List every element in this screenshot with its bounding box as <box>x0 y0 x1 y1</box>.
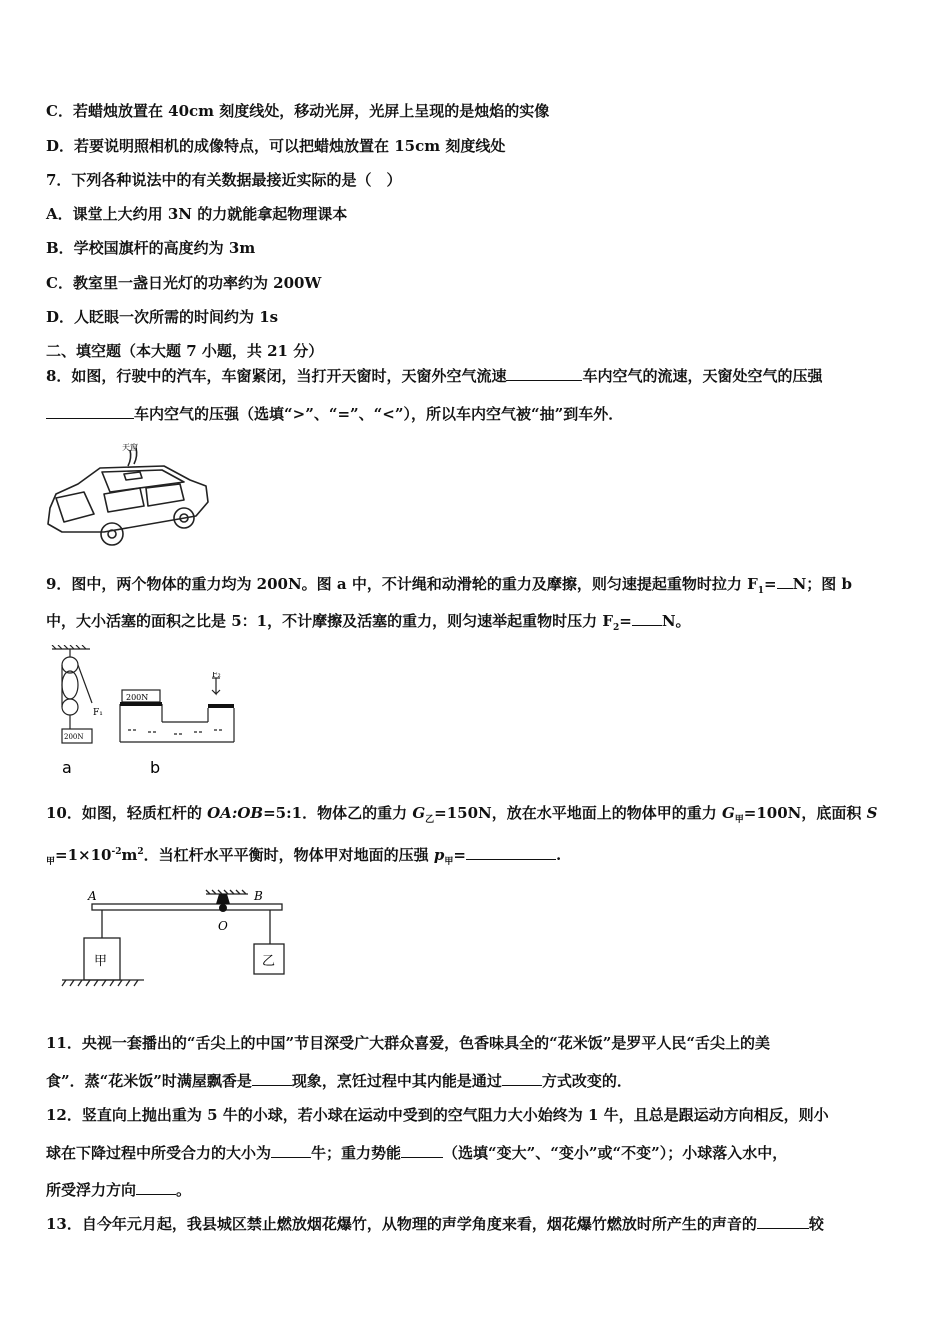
q12-text: （选填“变大”、“变小”或“不变”）；小球落入水中， <box>443 1144 788 1162</box>
q13-blank[interactable] <box>757 1214 809 1229</box>
q9-line1 <box>46 574 852 601</box>
q7-option-a: A．课堂上大约用 3N 的力就能拿起物理课本 <box>46 205 348 223</box>
small-piston <box>208 704 234 708</box>
q10-text: = <box>453 846 466 864</box>
pulley-weight-label: 200N <box>64 733 84 741</box>
q10-sub: 甲 <box>444 857 454 867</box>
q11-line1: 11．央视一套播出的“舌尖上的中国”节目深受广大群众喜爱，色香味具全的“花米饭”是罗平人民“舌尖上的美 <box>46 1034 771 1052</box>
q9-blank-1[interactable] <box>777 574 793 589</box>
q8-text: 8．如图，行驶中的汽车，车窗紧闭，当打开天窗时，天窗外空气流速 <box>46 367 507 385</box>
q10-text: ．当杠杆水平平衡时，物体甲对地面的压强 <box>143 846 434 864</box>
pulley-f1-label: F₁ <box>93 708 103 718</box>
q7-option-d: D．人眨眼一次所需的时间约为 1s <box>46 308 279 326</box>
q7-option-c: C．教室里一盏日光灯的功率约为 200W <box>46 274 322 292</box>
lever-figure <box>58 886 288 996</box>
q12-text: 牛；重力势能 <box>311 1144 402 1162</box>
q10-sub: 乙 <box>425 815 435 825</box>
q10-line2 <box>46 842 561 872</box>
q9-text: N；图 b <box>792 575 852 593</box>
q12-blank-1[interactable] <box>271 1143 311 1158</box>
q11-blank-2[interactable] <box>502 1071 542 1086</box>
q10-var: OA:OB <box>207 804 264 822</box>
q10-sub: 甲 <box>46 857 56 867</box>
q7-stem: 7．下列各种说法中的有关数据最接近实际的是（ ） <box>46 171 402 189</box>
q10-sup: -2 <box>111 847 122 857</box>
point-b-label: B <box>254 889 263 903</box>
q10-text: =150N，放在水平地面上的物体甲的重力 <box>434 804 722 822</box>
q10-blank[interactable] <box>466 845 556 860</box>
q11-line2 <box>46 1071 632 1091</box>
q11-blank-1[interactable] <box>252 1071 292 1086</box>
q8-blank-2[interactable] <box>46 404 134 419</box>
fig-a-label: a <box>62 758 72 777</box>
car-sunroof-label: 天窗 <box>122 443 138 452</box>
q10-text: =100N，底面积 <box>743 804 867 822</box>
q10-var: G <box>412 804 426 822</box>
q12-line3 <box>46 1180 191 1200</box>
q8-text: 车内空气的流速，天窗处空气的压强 <box>582 367 823 385</box>
point-a-label: A <box>88 889 97 903</box>
q8-line2 <box>46 404 623 424</box>
q8-blank-1[interactable] <box>506 366 582 381</box>
q9-text: = <box>764 575 777 593</box>
fig-b-label: b <box>150 758 161 777</box>
q13-text: 13．自今年元月起，我县城区禁止燃放烟花爆竹，从物理的声学角度来看，烟花爆竹燃放时所产生的声音的 <box>46 1215 757 1233</box>
q9-text: = <box>619 612 632 630</box>
pulley-figure <box>48 645 108 780</box>
q10-sup: 2 <box>137 847 144 857</box>
q12-text: 。 <box>176 1181 192 1199</box>
q12-text: 所受浮力方向 <box>46 1181 137 1199</box>
q13-line1 <box>46 1214 824 1234</box>
hydraulic-figure <box>118 672 238 780</box>
car-figure <box>44 436 214 556</box>
lever-pivot <box>216 894 230 904</box>
q10-sub: 甲 <box>734 815 744 825</box>
q9-text: 中，大小活塞的面积之比是 5：1，不计摩擦及活塞的重力，则匀速举起重物时压力 F <box>46 612 613 630</box>
point-o-label: O <box>218 919 228 933</box>
object-yi-label: 乙 <box>262 954 276 969</box>
pivot-point <box>219 904 227 912</box>
q10-var: S <box>866 804 878 822</box>
q10-var: p <box>433 846 445 864</box>
q10-text: =1×10 <box>55 846 112 864</box>
q10-text: m <box>121 846 138 864</box>
q9-blank-2[interactable] <box>632 611 662 626</box>
hydraulic-f2-label: F₂ <box>212 672 221 679</box>
q12-line1: 12．竖直向上抛出重为 5 牛的小球，若小球在运动中受到的空气阻力大小始终为 1 牛，且总是跟运动方向相反，则小 <box>46 1106 829 1124</box>
section-heading: 二、填空题（本大题 7 小题，共 21 分） <box>46 342 324 360</box>
q9-text: 9．图中，两个物体的重力均为 200N。图 a 中，不计绳和动滑轮的重力及摩擦，则匀速提起重物时拉力 F <box>46 575 758 593</box>
q8-text: 车内空气的压强（选填“>”、“=”、“<”），所以车内空气被“抽”到车外． <box>134 405 624 423</box>
hydraulic-weight-label: 200N <box>126 693 149 702</box>
q9-sub: 1 <box>757 586 764 596</box>
q6-option-d: D．若要说明照相机的成像特点，可以把蜡烛放置在 15cm 刻度线处 <box>46 137 506 155</box>
q7-option-b: B．学校国旗杆的高度约为 3m <box>46 239 256 257</box>
q9-line2 <box>46 611 691 638</box>
q8-line1 <box>46 366 822 386</box>
q10-text: . <box>555 846 562 864</box>
object-jia-label: 甲 <box>94 954 108 969</box>
q11-text: 食”．蒸“花米饭”时满屋飘香是 <box>46 1072 252 1090</box>
q6-option-c: C．若蜡烛放置在 40cm 刻度线处，移动光屏，光屏上呈现的是烛焰的实像 <box>46 102 550 120</box>
q12-blank-2[interactable] <box>401 1143 443 1158</box>
q10-text: =5:1．物体乙的重力 <box>263 804 413 822</box>
q11-text: 现象，烹饪过程中其内能是通过 <box>291 1072 502 1090</box>
q10-text: 10．如图，轻质杠杆的 <box>46 804 208 822</box>
q12-text: 球在下降过程中所受合力的大小为 <box>46 1144 272 1162</box>
q9-sub: 2 <box>612 623 620 633</box>
q11-text: 方式改变的． <box>541 1072 632 1090</box>
q13-text: 较 <box>808 1215 824 1233</box>
q10-var: G <box>721 804 735 822</box>
q10-line1 <box>46 803 877 830</box>
q12-line2 <box>46 1143 787 1163</box>
q9-text: N。 <box>661 612 691 630</box>
q12-blank-3[interactable] <box>136 1180 176 1195</box>
large-piston <box>120 702 162 706</box>
